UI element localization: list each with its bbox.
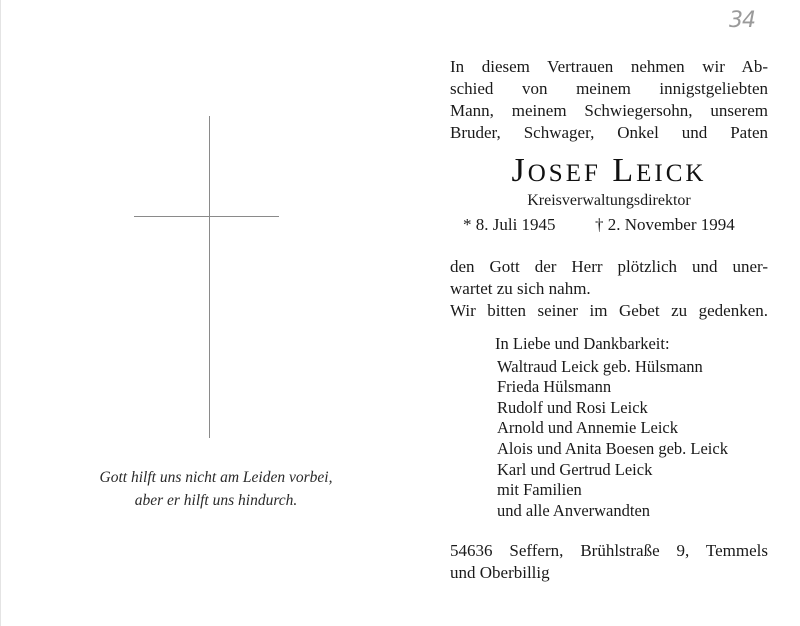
cross-icon-vertical-beam — [209, 116, 210, 438]
mourner-name: Frieda Hülsmann — [497, 377, 612, 397]
intro-line: schied von meinem innigstgeliebten — [450, 79, 768, 98]
page-number: 34 — [729, 8, 755, 33]
quote-line-1: Gott hilft uns nicht am Leiden vorbei, — [99, 469, 333, 486]
address-block — [450, 540, 768, 584]
deceased-name — [450, 152, 768, 190]
intro-line: Mann, meinem Schwiegersohn, unserem — [450, 101, 768, 120]
birth-date: * 8. Juli 1945 — [463, 215, 556, 234]
mourner-name: und alle Anverwandten — [497, 500, 651, 520]
mourner-name: Alois und Anita Boesen geb. Leick — [497, 438, 728, 458]
bible-quote — [41, 466, 391, 512]
mourner-name: mit Familien — [497, 480, 582, 500]
closing-line: wartet zu sich nahm. — [450, 279, 591, 298]
first-name-rest: OSEF — [527, 160, 601, 187]
last-name-rest: EICK — [636, 160, 707, 187]
mourner-name: Rudolf und Rosi Leick — [497, 397, 648, 417]
closing-line: Wir bitten seiner im Gebet zu gedenken. — [450, 301, 768, 320]
address-line: und Oberbillig — [450, 563, 550, 582]
mourner-name: Waltraud Leick geb. Hülsmann — [497, 356, 703, 376]
quote-line-2: aber er hilft uns hindurch. — [134, 492, 298, 509]
first-name-initial: J — [511, 152, 528, 189]
mourners-heading: In Liebe und Dankbarkeit: — [495, 334, 670, 353]
death-date: † 2. November 1994 — [595, 215, 735, 234]
last-name-initial: L — [612, 152, 637, 189]
life-dates — [463, 215, 763, 235]
cross-icon-horizontal-beam — [134, 216, 279, 217]
mourners-list — [497, 334, 728, 521]
closing-paragraph — [450, 256, 768, 322]
intro-line: Bruder, Schwager, Onkel und Paten — [450, 123, 768, 142]
mourner-name: Karl und Gertrud Leick — [497, 459, 653, 479]
address-line: 54636 Seffern, Brühlstraße 9, Temmels — [450, 541, 768, 560]
closing-line: den Gott der Herr plötzlich und uner- — [450, 257, 768, 276]
mourner-name: Arnold und Annemie Leick — [497, 418, 679, 438]
deceased-title: Kreisverwaltungsdirektor — [527, 192, 691, 209]
intro-line: In diesem Vertrauen nehmen wir Ab- — [450, 57, 768, 76]
intro-paragraph — [450, 56, 768, 144]
